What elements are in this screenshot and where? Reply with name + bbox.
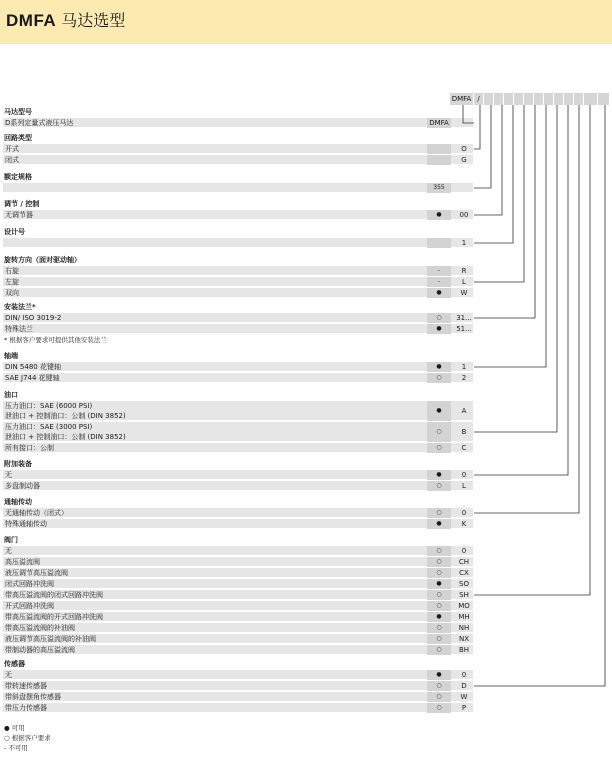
option-label: 无通轴传动（闭式）	[5, 509, 68, 517]
option-row	[3, 470, 473, 480]
option-row	[3, 481, 473, 491]
option-code: 1	[461, 363, 467, 371]
option-row	[3, 557, 473, 567]
option-label: 所有接口：公制	[5, 444, 54, 452]
option-row	[3, 288, 473, 298]
option-label: 无调节器	[5, 211, 33, 219]
option-row	[3, 692, 473, 702]
option-code: CH	[458, 558, 470, 566]
availability-mark: ○	[427, 601, 451, 611]
option-code: 0	[461, 471, 467, 479]
section-title: 安装法兰*	[4, 303, 36, 311]
code-cell	[544, 93, 554, 105]
option-label: 闭式	[5, 156, 19, 164]
code-cell-series: DMFA	[450, 93, 474, 105]
availability-mark: ○	[427, 703, 451, 713]
section-title: 油口	[4, 391, 18, 399]
code-cell	[598, 93, 610, 105]
option-row	[3, 210, 473, 220]
option-row	[3, 590, 473, 600]
section-title: 轴端	[4, 352, 18, 360]
option-row	[3, 670, 473, 680]
option-label: 开式	[5, 145, 19, 153]
availability-mark: ○	[427, 568, 451, 578]
option-row	[3, 313, 473, 323]
option-label: 开式回路冲洗阀	[5, 602, 54, 610]
option-code: R	[461, 267, 467, 275]
section-title: 传感器	[4, 660, 25, 668]
option-row	[3, 362, 473, 372]
option-code: NH	[458, 624, 470, 632]
availability-mark: 355	[427, 183, 451, 193]
option-code: 31...	[456, 314, 472, 322]
option-row	[3, 422, 473, 442]
option-label: 无	[5, 547, 12, 555]
option-code: W	[460, 289, 468, 297]
option-row	[3, 144, 473, 154]
legend-item: ● 可用	[4, 724, 25, 732]
availability-mark: ○	[427, 590, 451, 600]
connector-line	[474, 105, 557, 432]
availability-mark: ●	[427, 362, 451, 372]
option-label: SAE J744 花键轴	[5, 374, 60, 382]
availability-mark: ●	[427, 519, 451, 529]
option-row	[3, 519, 473, 529]
section-title: 调节 / 控制	[4, 200, 40, 208]
option-code: D	[461, 682, 467, 690]
option-row	[3, 612, 473, 622]
option-label: 带斜盘摆角传感器	[5, 693, 61, 701]
section-title: 回路类型	[4, 134, 32, 142]
option-label: DIN/ ISO 3019-2	[5, 314, 62, 322]
connector-line	[474, 105, 502, 215]
code-cell: /	[474, 93, 484, 105]
code-cell	[554, 93, 564, 105]
connector-line	[474, 105, 546, 367]
connector-line	[474, 105, 579, 513]
option-code: W	[460, 693, 468, 701]
option-code: A	[461, 407, 467, 415]
option-code: SO	[459, 580, 469, 588]
option-row	[3, 401, 473, 421]
option-label: 多盘制动器	[5, 482, 40, 490]
ordering-code-strip	[450, 93, 610, 105]
connector-line	[474, 105, 590, 595]
section-title: 额定规格	[4, 173, 32, 181]
option-row	[3, 645, 473, 655]
option-row	[3, 634, 473, 644]
option-code: P	[461, 704, 467, 712]
option-code: 00	[459, 211, 469, 219]
section-title: 旋转方向（面对驱动轴）	[4, 256, 81, 264]
section-title: 附加装备	[4, 460, 32, 468]
connector-line	[474, 105, 605, 686]
option-label: 双向	[5, 289, 19, 297]
option-row	[3, 238, 473, 248]
availability-mark: ○	[427, 313, 451, 323]
option-code: 2	[461, 374, 467, 382]
footnote: * 根据客户要求可提供其他安装法兰	[4, 336, 107, 344]
option-code: G	[461, 156, 467, 164]
option-label: 特殊通轴传动	[5, 520, 47, 528]
connector-line	[474, 105, 491, 188]
availability-mark: -	[427, 277, 451, 287]
page-title: DMFA 马达选型	[6, 11, 126, 30]
option-label: 带高压溢流阀的开式回路冲洗阀	[5, 613, 103, 621]
legend-item: - 不可用	[4, 744, 28, 752]
option-row	[3, 681, 473, 691]
option-label: 液压调节高压溢流阀	[5, 569, 68, 577]
option-row	[3, 703, 473, 713]
code-cell	[524, 93, 534, 105]
option-code: B	[461, 428, 467, 436]
availability-mark: ○	[427, 623, 451, 633]
code-cell	[584, 93, 598, 105]
option-row	[3, 373, 473, 383]
availability-mark: ○	[427, 634, 451, 644]
option-label: D系列定量式液压马达	[5, 119, 74, 127]
option-row	[3, 118, 473, 128]
option-code: 0	[461, 547, 467, 555]
option-label: 带转速传感器	[5, 682, 47, 690]
section-title: 阀门	[4, 536, 18, 544]
option-code: O	[461, 145, 467, 153]
option-code: 1	[461, 239, 467, 247]
option-code: L	[462, 482, 466, 490]
option-row	[3, 508, 473, 518]
option-label: 特殊法兰	[5, 325, 33, 333]
option-row	[3, 579, 473, 589]
option-row	[3, 155, 473, 165]
connector-line	[474, 105, 568, 475]
availability-mark	[427, 238, 451, 248]
option-code: CX	[459, 569, 469, 577]
option-row	[3, 601, 473, 611]
option-label: 带高压溢流阀的补油阀	[5, 624, 75, 632]
option-label: 压力油口：SAE (6000 PSI)	[5, 402, 93, 410]
connector-line	[474, 105, 480, 149]
option-label: DIN 5480 花键轴	[5, 363, 61, 371]
option-label: 液压调节高压溢流阀的补油阀	[5, 635, 96, 643]
availability-mark: ●	[427, 612, 451, 622]
option-code: 51...	[456, 325, 472, 333]
connector-line	[474, 105, 524, 282]
availability-mark: ○	[427, 546, 451, 556]
code-cell	[484, 93, 494, 105]
option-code: MO	[458, 602, 470, 610]
option-label-line2: 泄油口 + 控制油口：公制 (DIN 3852)	[5, 433, 126, 441]
option-label: 无	[5, 471, 12, 479]
availability-mark: ○	[427, 481, 451, 491]
availability-mark: ○	[427, 645, 451, 655]
option-row	[3, 183, 473, 193]
option-code: K	[461, 520, 467, 528]
option-code: BH	[458, 646, 470, 654]
code-cell	[504, 93, 514, 105]
option-row	[3, 568, 473, 578]
availability-mark: ●	[427, 401, 451, 421]
option-code: MH	[458, 613, 470, 621]
code-cell	[574, 93, 584, 105]
option-label: 带制动器的高压溢流阀	[5, 646, 75, 654]
availability-mark	[427, 144, 451, 154]
option-label: 右旋	[5, 267, 19, 275]
availability-mark: ○	[427, 373, 451, 383]
option-label: 闭式回路冲洗阀	[5, 580, 54, 588]
availability-mark: -	[427, 266, 451, 276]
availability-mark	[427, 155, 451, 165]
availability-mark: ●	[427, 288, 451, 298]
code-cell	[514, 93, 524, 105]
availability-mark: ○	[427, 681, 451, 691]
section-title: 通轴传动	[4, 498, 32, 506]
availability-mark: ○	[427, 422, 451, 442]
availability-mark: ●	[427, 470, 451, 480]
availability-mark: ●	[427, 210, 451, 220]
code-cell	[564, 93, 574, 105]
availability-mark: ○	[427, 508, 451, 518]
option-row	[3, 546, 473, 556]
option-code: C	[461, 444, 467, 452]
option-code: 0	[461, 509, 467, 517]
section-title: 马达型号	[4, 108, 32, 116]
code-cell	[534, 93, 544, 105]
code-cell	[494, 93, 504, 105]
availability-mark: ○	[427, 443, 451, 453]
availability-mark: ●	[427, 670, 451, 680]
option-code: 0	[461, 671, 467, 679]
availability-mark: ●	[427, 324, 451, 334]
connector-line	[474, 105, 513, 243]
option-label: 高压溢流阀	[5, 558, 40, 566]
option-row	[3, 277, 473, 287]
option-row	[3, 623, 473, 633]
connector-line	[474, 105, 535, 318]
option-code: SH	[459, 591, 469, 599]
option-label: 带压力传感器	[5, 704, 47, 712]
option-row	[3, 324, 473, 334]
availability-mark: ○	[427, 557, 451, 567]
option-code: L	[462, 278, 466, 286]
option-row	[3, 443, 473, 453]
option-code: NX	[458, 635, 470, 643]
availability-mark: ○	[427, 692, 451, 702]
option-label: 带高压溢流阀的闭式回路冲洗阀	[5, 591, 103, 599]
option-label: 无	[5, 671, 12, 679]
option-label: 左旋	[5, 278, 19, 286]
section-title: 设计号	[4, 228, 25, 236]
availability-mark: ●	[427, 579, 451, 589]
option-code: DMFA	[427, 118, 451, 128]
option-label: 压力油口：SAE (3000 PSI)	[5, 423, 93, 431]
option-label-line2: 泄油口 + 控制油口：公制 (DIN 3852)	[5, 412, 126, 420]
option-row	[3, 266, 473, 276]
legend-item: ○ 根据客户要求	[4, 734, 51, 742]
